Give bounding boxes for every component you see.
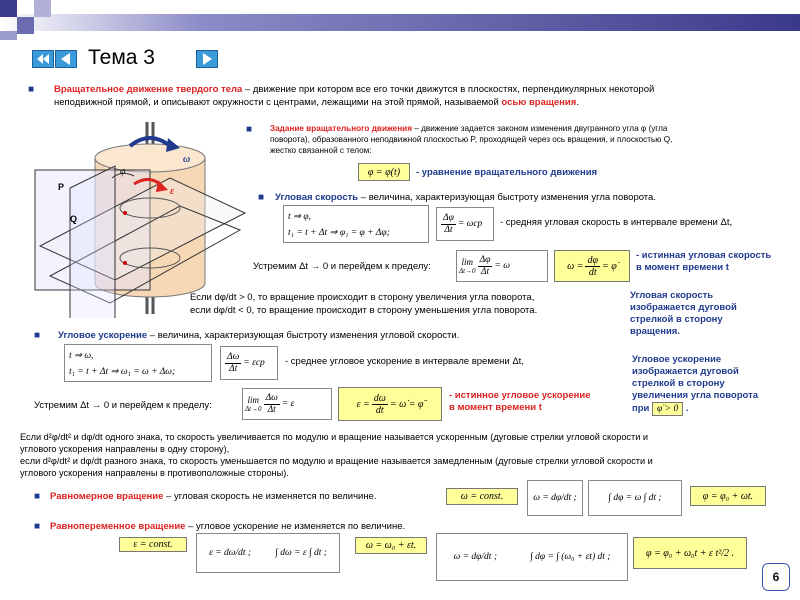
variable-derivative-2: ω = dφ/dt ; [453, 552, 497, 562]
velocity-text: – величина, характеризующая быстроту изменения угла поворота. [358, 192, 656, 203]
velocity-system-line-1: t ⇒ φ, [288, 212, 311, 222]
acceleration-system-line-2: t₁ = t + Δt ⇒ ω₁ = ω + Δω; [69, 367, 176, 377]
acceleration-system-line-1: t ⇒ ω, [69, 351, 94, 361]
uniform-paragraph [50, 490, 377, 503]
avg-velocity-label: - средняя угловая скорость в интервале времени Δt, [500, 217, 733, 228]
label-epsilon: ε [170, 186, 175, 197]
top-decor-bar [0, 0, 800, 40]
acceleration-lim-sub: Δt→0 [245, 405, 262, 413]
velocity-note-line: Угловая скорость [630, 290, 714, 301]
motion-equation-box: φ = φ(t) [358, 163, 410, 181]
velocity-lim-den: Δt [480, 266, 490, 277]
prev-slide-button[interactable] [55, 50, 77, 68]
variable-term: Равнопеременное вращение [50, 521, 186, 532]
definition-line-3: жестко связанной с телом: [270, 146, 372, 155]
intro-text-1: – движение при котором все его точки движутся в плоскостях, перпендикулярных некоторой [242, 84, 655, 95]
instant-acceleration-lhs: ε = [356, 398, 370, 410]
bullet-marker: ■ [246, 124, 253, 135]
instant-acceleration-box [338, 387, 442, 421]
intro-term: Вращательное движение твердого тела [54, 84, 243, 95]
left-arrow-icon [56, 51, 76, 67]
acceleration-condition-box: φ̈ > 0 [652, 402, 683, 416]
velocity-sign-line-1: Если dφ/dt > 0, то вращение происходит в сторону увеличения угла поворота, [190, 292, 535, 303]
page-number-badge: 6 [762, 563, 790, 591]
uniform-integral-box: ∫ dφ = ω ∫ dt ; [588, 480, 682, 516]
instant-velocity-rhs: = φ̇ [602, 260, 617, 272]
slide-title: Тема 3 [88, 46, 155, 69]
velocity-lim-sub: Δt→0 [459, 267, 476, 275]
definition-paragraph [270, 123, 790, 156]
avg-velocity-rhs: = ωср [457, 219, 483, 229]
instant-acceleration-num: dω [373, 392, 386, 404]
velocity-limit-box [456, 250, 548, 282]
avg-acceleration-den: Δt [229, 363, 238, 374]
variable-condition-box: ε = const. [119, 537, 187, 552]
instant-acceleration-den: dt [375, 404, 384, 416]
avg-acceleration-label: - среднее угловое ускорение в интервале времени Δt, [285, 356, 524, 367]
uniform-derivative-box: ω = dφ/dt ; [527, 480, 583, 516]
variable-text: – угловое ускорение не изменяется по величине. [185, 521, 406, 532]
acceleration-text: – величина, характеризующая быстроту изменения угловой скорости. [147, 330, 460, 341]
modes-line: углового ускорения направлены в одну сторону), [20, 444, 230, 454]
label-omega: ω [183, 154, 191, 165]
uniform-text: – угловая скорость не изменяется по величине. [163, 491, 377, 502]
avg-acceleration-num: Δω [227, 351, 240, 362]
acceleration-note-line: стрелкой в сторону [632, 378, 725, 389]
instant-acceleration-label [449, 390, 591, 414]
velocity-paragraph [275, 191, 775, 204]
avg-velocity-box [436, 207, 494, 241]
next-slide-button[interactable] [196, 50, 218, 68]
label-plane-p: P [58, 182, 65, 192]
acceleration-limit-box [242, 388, 332, 420]
velocity-system-box [283, 205, 429, 243]
variable-integral-2: ∫ dφ = ∫ (ω₀ + εt) dt ; [530, 552, 611, 562]
definition-term: Задание вращательного движения [270, 124, 412, 133]
rotation-figure [30, 118, 253, 318]
acceleration-system-box [64, 344, 212, 382]
velocity-sign-text [190, 291, 537, 317]
velocity-note-line: изображается дуговой [630, 302, 737, 313]
instant-velocity-box [554, 250, 630, 282]
acceleration-lim-rhs: = ε [281, 399, 295, 409]
acceleration-lim: lim [247, 395, 260, 405]
first-slide-button[interactable] [32, 50, 54, 68]
bullet-marker: ■ [34, 491, 41, 502]
uniform-term: Равномерное вращение [50, 491, 164, 502]
definition-line-2: поворота), образованного неподвижной плоскостью P, проходящей через ось вращения, и плоскостью Q, [270, 135, 673, 144]
axis-term: осью вращения [501, 97, 577, 108]
acceleration-note-line: Угловое ускорение [632, 354, 722, 365]
intro-end: . [576, 97, 579, 108]
velocity-sign-line-2: если dφ/dt < 0, то вращение происходит в сторону уменьшения угла поворота. [190, 305, 538, 316]
avg-velocity-num: Δφ [443, 212, 454, 223]
velocity-lim: lim [461, 257, 474, 267]
variable-result-box: φ = φ₀ + ω₀t + ε t²/2 . [633, 537, 747, 569]
instant-acceleration-label-2: в момент времени t [449, 402, 542, 413]
uniform-result-box: φ = φ₀ + ωt. [690, 486, 766, 506]
bullet-marker: ■ [34, 521, 41, 532]
modes-line: если d²φ/dt² и dφ/dt разного знака, то скорость уменьшается по модулю и вращение называется замедленным (дуговые стрелки угловой скорости и [20, 456, 653, 466]
variable-deriv-integral-box [196, 533, 340, 573]
velocity-note-line: вращения. [630, 326, 680, 337]
acceleration-lim-den: Δt [267, 404, 276, 415]
instant-acceleration-rhs: = ω̇ = φ̈ [389, 398, 424, 410]
instant-velocity-label-2: в момент времени t [636, 262, 729, 273]
avg-velocity-den: Δt [444, 224, 453, 235]
instant-velocity-lhs: ω = [567, 260, 584, 272]
variable-paragraph [50, 520, 405, 533]
bullet-marker: ■ [258, 192, 265, 203]
label-phi: φ [120, 166, 126, 177]
variable-derivative: ε = dω/dt ; [209, 548, 252, 558]
acceleration-side-note: Угловое ускорение изображается дуговой стрелкой в сторону увеличения угла поворота при φ̈ > 0 . [632, 354, 759, 414]
motion-equation-label: - уравнение вращательного движения [416, 167, 598, 178]
modes-paragraph [20, 431, 790, 479]
velocity-term: Угловая скорость [275, 192, 359, 203]
velocity-note-line: стрелкой в сторону [630, 314, 723, 325]
label-plane-q: Q [70, 214, 78, 224]
avg-acceleration-box [220, 346, 278, 380]
instant-velocity-num: dφ [587, 254, 599, 266]
intro-paragraph [54, 83, 794, 109]
bullet-marker: ■ [34, 330, 41, 341]
modes-line: углового ускорения направлены в противоположные стороны). [20, 468, 289, 478]
acceleration-limit-text: Устремим Δt → 0 и перейдем к пределу: [34, 400, 212, 411]
variable-phi-integral-box [436, 533, 628, 581]
velocity-lim-rhs: = ω [494, 261, 510, 271]
acceleration-note-line: увеличения угла поворота [632, 390, 759, 401]
double-left-arrow-icon [33, 51, 53, 67]
instant-acceleration-label-1: - истинное угловое ускорение [449, 390, 591, 401]
right-arrow-icon [197, 51, 217, 67]
instant-velocity-den: dt [588, 266, 597, 278]
bullet-marker: ■ [28, 84, 35, 95]
acceleration-note-line: изображается дуговой [632, 366, 739, 377]
intro-text-2: неподвижной прямой, и описывают окружности с центрами, лежащими на этой прямой, называемой [54, 97, 502, 108]
velocity-side-note [630, 290, 737, 338]
definition-line-1: – движение задается законом изменения двугранного угла φ (угла [411, 124, 668, 133]
instant-velocity-label-1: - истинная угловая скорость [636, 250, 772, 261]
velocity-system-line-2: t₁ = t + Δt ⇒ φ₁ = φ + Δφ; [288, 228, 390, 238]
acceleration-paragraph [58, 329, 618, 342]
acceleration-lim-num: Δω [265, 392, 278, 403]
variable-omega-box: ω = ω₀ + εt. [355, 537, 427, 554]
modes-line: Если d²φ/dt² и dφ/dt одного знака, то скорость увеличивается по модулю и вращение называется ускоренным (дуговые стрелки угловой скорости и [20, 432, 649, 442]
uniform-condition-box: ω = const. [446, 488, 518, 505]
instant-velocity-label [636, 250, 771, 274]
acceleration-term: Угловое ускорение [58, 330, 148, 341]
variable-integral: ∫ dω = ε ∫ dt ; [275, 548, 327, 558]
velocity-lim-num: Δφ [479, 254, 491, 265]
velocity-limit-text: Устремим Δt → 0 и перейдем к пределу: [253, 261, 431, 272]
avg-acceleration-rhs: = εср [243, 358, 265, 368]
acceleration-note-line: при [632, 403, 650, 414]
